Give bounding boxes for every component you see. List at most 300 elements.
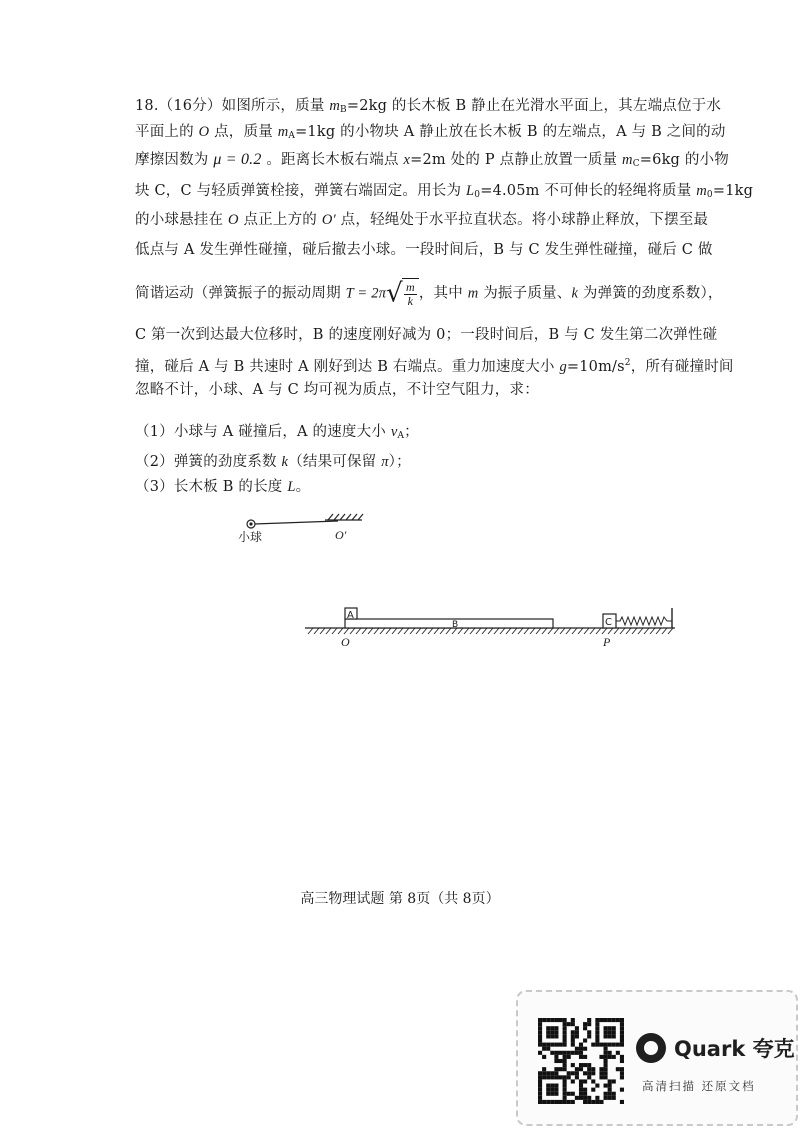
qr-module xyxy=(542,1018,546,1022)
qr-module xyxy=(604,1059,608,1063)
qr-module xyxy=(583,1055,587,1059)
text: =2kg 的长木板 B 静止在光滑水平面上，其左端点位于水 xyxy=(346,98,722,114)
qr-module xyxy=(612,1018,616,1022)
qr-module xyxy=(583,1026,587,1030)
qr-module xyxy=(620,1059,624,1063)
text: （1）小球与 A 碰撞后，A 的速度大小 xyxy=(135,424,391,440)
qr-module xyxy=(550,1034,554,1038)
qr-module xyxy=(567,1055,571,1059)
qr-module xyxy=(620,1034,624,1038)
text: =10m/s xyxy=(566,359,625,375)
qr-module xyxy=(558,1051,562,1055)
qr-module xyxy=(604,1043,608,1047)
qr-module xyxy=(538,1096,542,1100)
superscript: 2 xyxy=(624,358,631,368)
qr-module xyxy=(579,1063,583,1067)
ball-label: 小球 xyxy=(238,530,263,544)
qr-module xyxy=(546,1018,550,1022)
hatch-mark xyxy=(626,628,631,634)
qr-module xyxy=(563,1043,567,1047)
text: 如图所示，质量 xyxy=(221,98,330,114)
symbol-o-prime: O′ xyxy=(321,212,336,228)
qr-module xyxy=(604,1096,608,1100)
hatch-mark xyxy=(608,628,613,634)
quark-logo-icon xyxy=(636,1033,666,1063)
qr-module xyxy=(595,1022,599,1026)
symbol-m: m xyxy=(696,183,707,199)
qr-module xyxy=(554,1088,558,1092)
hatch-mark xyxy=(374,628,379,634)
qr-module xyxy=(608,1088,612,1092)
qr-module xyxy=(583,1088,587,1092)
qr-module xyxy=(579,1067,583,1071)
qr-module xyxy=(612,1092,616,1096)
qr-module xyxy=(571,1051,575,1055)
hatch-mark xyxy=(638,628,643,634)
symbol-k: k xyxy=(571,285,579,302)
hatch-mark xyxy=(368,628,373,634)
qr-module xyxy=(612,1034,616,1038)
point-o-label: O xyxy=(341,635,350,649)
text: =6kg 的小物 xyxy=(639,152,729,168)
qr-module xyxy=(546,1047,550,1051)
text: 撞，碰后 A 与 B 共速时 A 刚好到达 B 右端点。重力加速度大小 xyxy=(135,359,560,375)
brand-name: Quark 夸克 xyxy=(674,1037,795,1061)
symbol-o: O xyxy=(228,212,239,228)
qr-module xyxy=(587,1018,591,1022)
hatch-mark xyxy=(410,628,415,634)
hatch-mark xyxy=(332,628,337,634)
qr-module xyxy=(579,1088,583,1092)
qr-module xyxy=(579,1055,583,1059)
qr-module xyxy=(595,1043,599,1047)
hatch-mark xyxy=(596,628,601,634)
qr-module xyxy=(608,1030,612,1034)
qr-module xyxy=(538,1022,542,1026)
hatch-mark xyxy=(344,628,349,634)
qr-module xyxy=(599,1067,603,1071)
friction-coefficient: μ = 0.2 xyxy=(213,151,262,168)
hatch-mark xyxy=(434,628,439,634)
qr-module xyxy=(591,1043,595,1047)
period-formula: T = 2π xyxy=(345,285,387,302)
pivot-label: O′ xyxy=(335,528,347,542)
subscript: C xyxy=(632,159,640,169)
subscript: B xyxy=(340,105,347,115)
qr-module xyxy=(575,1026,579,1030)
qr-module xyxy=(616,1018,620,1022)
text: 平面上的 xyxy=(135,124,199,140)
qr-module xyxy=(571,1092,575,1096)
qr-module xyxy=(575,1047,579,1051)
qr-module xyxy=(583,1100,587,1104)
qr-module xyxy=(571,1034,575,1038)
qr-module xyxy=(595,1026,599,1030)
hatch-mark xyxy=(488,628,493,634)
qr-module xyxy=(608,1034,612,1038)
qr-module xyxy=(538,1084,542,1088)
symbol-m: m xyxy=(622,152,633,168)
symbol-l: L xyxy=(287,479,296,495)
qr-module xyxy=(616,1043,620,1047)
sqrt-icon: √ xyxy=(386,278,403,309)
hatch-mark xyxy=(482,628,487,634)
hatch-mark xyxy=(620,628,625,634)
qr-module xyxy=(620,1067,624,1071)
qr-module xyxy=(583,1047,587,1051)
qr-module xyxy=(604,1063,608,1067)
qr-module xyxy=(554,1075,558,1079)
board-b xyxy=(345,619,553,628)
qr-module xyxy=(538,1043,542,1047)
qr-module xyxy=(612,1079,616,1083)
qr-module xyxy=(546,1030,550,1034)
qr-module xyxy=(604,1071,608,1075)
qr-module xyxy=(595,1030,599,1034)
qr-module xyxy=(575,1071,579,1075)
qr-module xyxy=(571,1071,575,1075)
qr-module xyxy=(538,1100,542,1104)
hatch-mark xyxy=(548,628,553,634)
qr-module xyxy=(604,1055,608,1059)
qr-module xyxy=(579,1084,583,1088)
qr-module xyxy=(620,1055,624,1059)
qr-module xyxy=(546,1092,550,1096)
qr-module xyxy=(538,1051,542,1055)
qr-module xyxy=(550,1092,554,1096)
hatch-mark xyxy=(500,628,505,634)
symbol-v: v xyxy=(390,424,398,440)
fraction-numerator: m xyxy=(405,279,415,294)
qr-module xyxy=(599,1055,603,1059)
ball-center-dot xyxy=(249,522,252,525)
text: 块 C，C 与轻质弹簧栓接，弹簧右端固定。用长为 xyxy=(135,183,467,199)
qr-module xyxy=(563,1022,567,1026)
qr-module xyxy=(571,1038,575,1042)
qr-module xyxy=(604,1075,608,1079)
text: =1kg xyxy=(712,183,754,199)
hatch-mark xyxy=(668,628,673,634)
hatch-mark xyxy=(614,628,619,634)
qr-module xyxy=(542,1047,546,1051)
hatch-mark xyxy=(656,628,661,634)
qr-module xyxy=(563,1063,567,1067)
qr-module xyxy=(583,1022,587,1026)
hatch-mark xyxy=(662,628,667,634)
hatch-mark xyxy=(416,628,421,634)
qr-module xyxy=(604,1034,608,1038)
hatch-mark xyxy=(428,628,433,634)
text: 点正上方的 xyxy=(238,212,322,228)
qr-module xyxy=(563,1038,567,1042)
scanner-watermark xyxy=(516,990,798,1126)
text: =1kg 的小物块 A 静止放在长木板 B 的左端点，A 与 B 之间的动 xyxy=(295,124,726,140)
qr-module xyxy=(563,1092,567,1096)
symbol-x: x xyxy=(403,152,411,168)
qr-module xyxy=(591,1067,595,1071)
qr-module xyxy=(558,1043,562,1047)
text: （3）长木板 B 的长度 xyxy=(135,479,288,495)
text: ； xyxy=(404,424,419,440)
qr-module xyxy=(550,1100,554,1104)
qr-module xyxy=(550,1026,554,1030)
qr-module xyxy=(579,1079,583,1083)
brand xyxy=(636,1030,795,1066)
hatch-mark xyxy=(650,628,655,634)
qr-module xyxy=(604,1026,608,1030)
hatch-mark xyxy=(566,628,571,634)
qr-module xyxy=(567,1051,571,1055)
qr-module xyxy=(595,1034,599,1038)
qr-module xyxy=(563,1055,567,1059)
qr-module xyxy=(538,1071,542,1075)
qr-module xyxy=(595,1084,599,1088)
qr-module xyxy=(554,1067,558,1071)
qr-module xyxy=(563,1088,567,1092)
qr-module xyxy=(612,1055,616,1059)
qr-module xyxy=(563,1100,567,1104)
light-rope xyxy=(254,521,338,524)
hatch-mark xyxy=(422,628,427,634)
subscript: A xyxy=(397,431,405,441)
qr-module xyxy=(620,1088,624,1092)
subscript: A xyxy=(288,131,296,141)
qr-module xyxy=(608,1051,612,1055)
text: 点，质量 xyxy=(209,124,278,140)
text: （结果可保留 xyxy=(288,454,382,470)
hatch-mark xyxy=(578,628,583,634)
qr-module xyxy=(563,1059,567,1063)
text: 为弹簧的劲度系数）， xyxy=(578,285,723,302)
hatch-mark xyxy=(398,628,403,634)
hatch-mark xyxy=(320,628,325,634)
qr-module xyxy=(558,1075,562,1079)
hatch-mark xyxy=(542,628,547,634)
qr-module xyxy=(550,1043,554,1047)
spring-icon xyxy=(616,617,672,625)
hatch-mark xyxy=(530,628,535,634)
qr-module xyxy=(538,1092,542,1096)
qr-module xyxy=(591,1071,595,1075)
hatch-mark xyxy=(476,628,481,634)
qr-module xyxy=(563,1030,567,1034)
qr-module xyxy=(599,1100,603,1104)
hatch-mark xyxy=(512,628,517,634)
qr-module xyxy=(591,1088,595,1092)
qr-module xyxy=(571,1043,575,1047)
qr-module xyxy=(558,1067,562,1071)
qr-module xyxy=(563,1018,567,1022)
qr-module xyxy=(583,1096,587,1100)
qr-module xyxy=(583,1079,587,1083)
question-points: （16分） xyxy=(158,98,222,114)
qr-module xyxy=(608,1026,612,1030)
hatch-mark xyxy=(386,628,391,634)
qr-module xyxy=(620,1026,624,1030)
qr-module xyxy=(538,1034,542,1038)
qr-module xyxy=(563,1084,567,1088)
hatch-mark xyxy=(314,628,319,634)
qr-module xyxy=(558,1059,562,1063)
qr-module xyxy=(595,1038,599,1042)
text: ，其中 xyxy=(418,285,468,302)
symbol-m: m xyxy=(277,124,289,140)
question-line-8: C 第一次到达最大位移时，B 的速度刚好减为 0；一段时间后，B 与 C 发生第二次弹性碰 xyxy=(135,327,718,343)
qr-module xyxy=(571,1022,575,1026)
qr-module xyxy=(546,1034,550,1038)
qr-module xyxy=(571,1030,575,1034)
qr-module xyxy=(567,1022,571,1026)
hatch-mark xyxy=(356,628,361,634)
qr-module xyxy=(587,1030,591,1034)
qr-module xyxy=(538,1079,542,1083)
qr-module xyxy=(546,1071,550,1075)
hatch-mark xyxy=(464,628,469,634)
qr-module xyxy=(620,1075,624,1079)
hatch-mark xyxy=(404,628,409,634)
qr-module xyxy=(550,1071,554,1075)
qr-module xyxy=(599,1075,603,1079)
qr-module xyxy=(612,1096,616,1100)
text: 。距离长木板右端点 xyxy=(261,152,404,168)
qr-module xyxy=(608,1084,612,1088)
symbol-g: g xyxy=(559,359,567,375)
qr-module xyxy=(554,1043,558,1047)
qr-module xyxy=(550,1051,554,1055)
qr-module xyxy=(575,1067,579,1071)
qr-module xyxy=(554,1055,558,1059)
qr-module xyxy=(604,1047,608,1051)
hatch-mark xyxy=(518,628,523,634)
qr-module xyxy=(575,1030,579,1034)
hatch-mark xyxy=(506,628,511,634)
text: =2m 处的 P 点静止放置一质量 xyxy=(410,152,623,168)
hatch-mark xyxy=(536,628,541,634)
text: =4.05m 不可伸长的轻绳将质量 xyxy=(480,183,697,199)
qr-module xyxy=(571,1018,575,1022)
qr-module xyxy=(546,1075,550,1079)
qr-module xyxy=(591,1100,595,1104)
qr-module xyxy=(608,1079,612,1083)
qr-module xyxy=(591,1079,595,1083)
qr-module xyxy=(563,1026,567,1030)
qr-module xyxy=(567,1075,571,1079)
point-p-label: P xyxy=(603,635,611,649)
qr-module xyxy=(550,1018,554,1022)
qr-module xyxy=(587,1075,591,1079)
qr-module xyxy=(567,1071,571,1075)
qr-module xyxy=(554,1084,558,1088)
hatch-mark xyxy=(560,628,565,634)
text: 的小球悬挂在 xyxy=(135,212,229,228)
qr-module xyxy=(595,1096,599,1100)
qr-module xyxy=(554,1018,558,1022)
qr-module xyxy=(608,1018,612,1022)
qr-module xyxy=(587,1100,591,1104)
qr-module xyxy=(579,1051,583,1055)
symbol-pi: π xyxy=(381,454,389,470)
hatch-mark xyxy=(494,628,499,634)
qr-module xyxy=(604,1067,608,1071)
qr-module xyxy=(604,1092,608,1096)
qr-module xyxy=(620,1030,624,1034)
qr-module xyxy=(546,1100,550,1104)
qr-module xyxy=(604,1051,608,1055)
qr-module xyxy=(608,1092,612,1096)
qr-module xyxy=(546,1088,550,1092)
qr-module xyxy=(554,1100,558,1104)
question-line-6: 低点与 A 发生弹性碰撞，碰后撤去小球。一段时间后，B 与 C 发生弹性碰撞，碰后 C 做 xyxy=(135,242,713,258)
qr-module xyxy=(550,1030,554,1034)
qr-module xyxy=(575,1096,579,1100)
qr-code-icon xyxy=(538,1018,624,1104)
qr-module xyxy=(546,1043,550,1047)
ground-hatching xyxy=(308,628,673,634)
text: 简谐运动（弹簧振子的振动周期 xyxy=(135,285,346,302)
text: ）； xyxy=(388,454,411,470)
page-footer: 高三物理试题 第 8页（共 8页） xyxy=(300,891,500,907)
qr-module xyxy=(542,1075,546,1079)
qr-module xyxy=(575,1051,579,1055)
text: 摩擦因数为 xyxy=(135,152,214,168)
qr-module xyxy=(571,1100,575,1104)
qr-module xyxy=(538,1038,542,1042)
qr-module xyxy=(608,1096,612,1100)
hatch-mark xyxy=(524,628,529,634)
qr-module xyxy=(595,1018,599,1022)
qr-module xyxy=(579,1096,583,1100)
text: 点，轻绳处于水平拉直状态。将小球静止释放，下摆至最 xyxy=(335,212,709,228)
qr-module xyxy=(575,1075,579,1079)
subscript: 0 xyxy=(706,190,713,200)
qr-module xyxy=(620,1071,624,1075)
qr-module xyxy=(587,1071,591,1075)
qr-module xyxy=(612,1030,616,1034)
hatch-mark xyxy=(470,628,475,634)
hatch-mark xyxy=(632,628,637,634)
qr-module xyxy=(604,1030,608,1034)
qr-module xyxy=(567,1092,571,1096)
text: 为振子质量、 xyxy=(478,285,572,302)
qr-module xyxy=(616,1051,620,1055)
qr-module xyxy=(612,1026,616,1030)
hatch-mark xyxy=(644,628,649,634)
qr-module xyxy=(604,1018,608,1022)
text: （2）弹簧的劲度系数 xyxy=(135,454,282,470)
qr-module xyxy=(558,1100,562,1104)
qr-module xyxy=(579,1092,583,1096)
symbol-l: L xyxy=(466,183,475,199)
qr-module xyxy=(604,1084,608,1088)
qr-module xyxy=(583,1071,587,1075)
qr-module xyxy=(563,1034,567,1038)
qr-module xyxy=(599,1043,603,1047)
subscript: 0 xyxy=(474,190,481,200)
qr-module xyxy=(563,1096,567,1100)
board-b-label: B xyxy=(452,620,459,630)
question-line-10: 忽略不计，小球、A 与 C 均可视为质点，不计空气阻力，求： xyxy=(135,382,539,398)
qr-module xyxy=(563,1079,567,1083)
hatch-mark xyxy=(590,628,595,634)
qr-module xyxy=(579,1043,583,1047)
hatch-mark xyxy=(446,628,451,634)
qr-module xyxy=(554,1051,558,1055)
block-a-label: A xyxy=(347,610,354,621)
hatch-mark xyxy=(338,628,343,634)
qr-module xyxy=(571,1079,575,1083)
qr-module xyxy=(620,1022,624,1026)
qr-module xyxy=(542,1055,546,1059)
